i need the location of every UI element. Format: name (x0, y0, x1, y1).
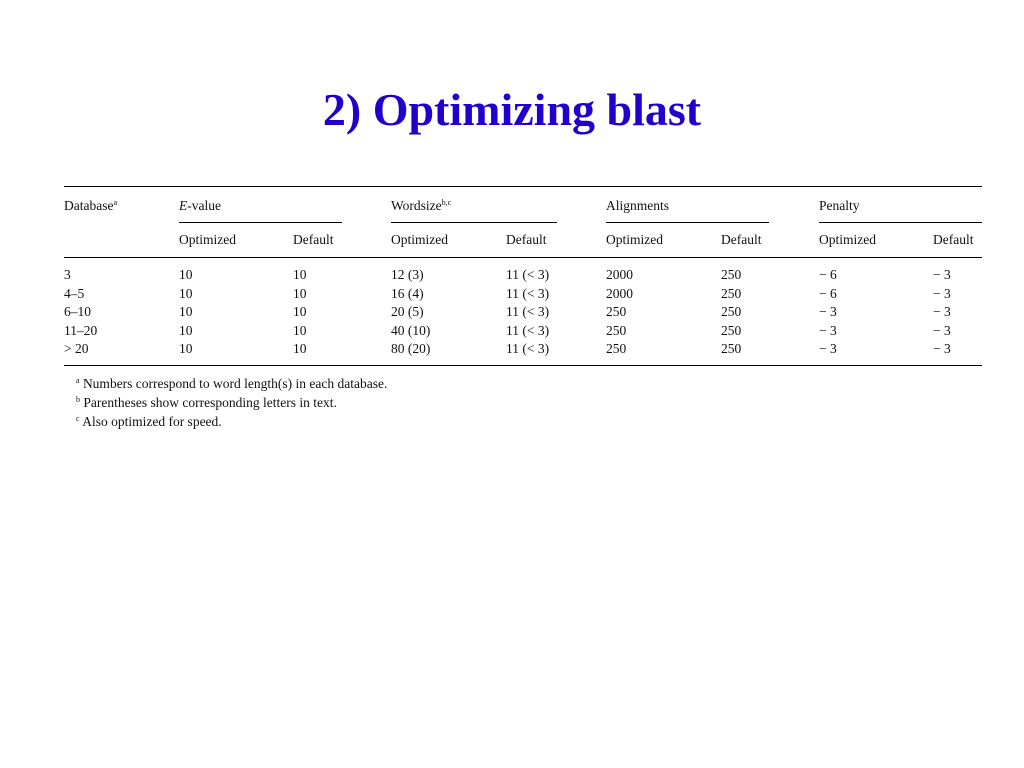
header-alignments (606, 198, 669, 214)
sub-header: Default (721, 232, 762, 247)
header-bottom-rule (64, 257, 982, 258)
sub-header: Optimized (819, 232, 876, 247)
footnote-text: Parentheses show corresponding letters in text. (83, 395, 337, 410)
table-cell: − 3 (933, 267, 951, 282)
header-alignments-label: Alignments (606, 198, 669, 213)
table-cell: 20 (5) (391, 304, 424, 319)
header-penalty-label: Penalty (819, 198, 860, 213)
table-cell: − 3 (933, 322, 951, 338)
header-database-label: Database (64, 198, 114, 213)
footnote-marker: c (76, 414, 80, 423)
sub-header: Optimized (391, 232, 448, 247)
table-cell: 250 (606, 304, 627, 319)
evalue-group-rule (179, 222, 342, 223)
slide-title: 2) Optimizing blast (322, 84, 702, 135)
sub-header: Optimized (606, 232, 663, 247)
table-cell: − 3 (933, 341, 951, 356)
header-database-footnote-mark: a (113, 198, 118, 207)
table-cell: > 20 (64, 341, 89, 356)
table-cell: 3 (64, 267, 71, 282)
table-bottom-rule (64, 365, 982, 366)
footnote (76, 374, 387, 393)
table-cell: 250 (721, 341, 742, 356)
table-cell: 10 (179, 285, 193, 301)
sub-header: Default (933, 232, 974, 247)
sub-header: Default (506, 232, 547, 247)
table-cell: 40 (10) (391, 322, 431, 338)
table-cell: 6–10 (64, 304, 91, 319)
table-cell: 11 (< 3) (506, 267, 550, 282)
table-cell: 11 (< 3) (506, 341, 550, 356)
penalty-group-rule (819, 222, 982, 223)
table-cell: 80 (20) (391, 341, 431, 356)
table-cell: − 6 (819, 267, 837, 282)
table-cell: 10 (179, 341, 193, 356)
footnote-marker: b (76, 395, 80, 404)
header-evalue-e: E (179, 198, 188, 213)
sub-header: Default (293, 232, 334, 247)
footnote (76, 412, 387, 431)
table-cell: − 3 (819, 304, 837, 319)
table-cell: 250 (721, 304, 742, 319)
footnote-text: Also optimized for speed. (82, 414, 222, 429)
header-evalue (179, 198, 221, 214)
table-cell: 250 (721, 322, 742, 338)
table-cell: 250 (721, 285, 742, 301)
footnote-marker: a (76, 376, 80, 385)
table-cell: 11 (< 3) (506, 304, 550, 319)
table-cell: 2000 (606, 285, 633, 301)
table-cell: 11 (< 3) (506, 285, 550, 301)
table-cell: 10 (179, 322, 193, 338)
table-cell: 10 (179, 304, 193, 319)
table-cell: 10 (293, 285, 307, 301)
table-cell: − 3 (819, 322, 837, 338)
footnotes (76, 374, 387, 431)
table-cell: 10 (293, 267, 307, 282)
table-cell: 250 (606, 322, 627, 338)
header-evalue-label: -value (187, 198, 221, 213)
footnote-text: Numbers correspond to word length(s) in each database. (82, 376, 388, 391)
table-cell: 12 (3) (391, 267, 424, 282)
table-cell: 11 (< 3) (506, 322, 550, 338)
header-penalty (819, 198, 860, 214)
header-wordsize-footnote-mark: b,c (441, 198, 452, 207)
table-cell: 250 (721, 267, 742, 282)
table-cell: − 3 (933, 304, 951, 319)
table-cell: 11–20 (64, 322, 98, 338)
table-cell: − 3 (933, 285, 951, 301)
table-cell: 250 (606, 341, 627, 356)
sub-header: Optimized (179, 232, 236, 247)
table-cell: 16 (4) (391, 285, 424, 301)
table-cell: 2000 (606, 267, 633, 282)
table-cell: − 6 (819, 285, 837, 301)
table-cell: 10 (293, 322, 307, 338)
table-top-rule (64, 186, 982, 187)
header-database (64, 198, 117, 214)
alignments-group-rule (606, 222, 769, 223)
table-cell: 10 (179, 267, 193, 282)
table-cell: 10 (293, 341, 307, 356)
footnote (76, 393, 387, 412)
table-cell: − 3 (819, 341, 837, 356)
table-cell: 10 (293, 304, 307, 319)
wordsize-group-rule (391, 222, 557, 223)
table-cell: 4–5 (64, 285, 85, 301)
header-wordsize (391, 198, 451, 214)
header-wordsize-label: Wordsize (391, 198, 442, 213)
